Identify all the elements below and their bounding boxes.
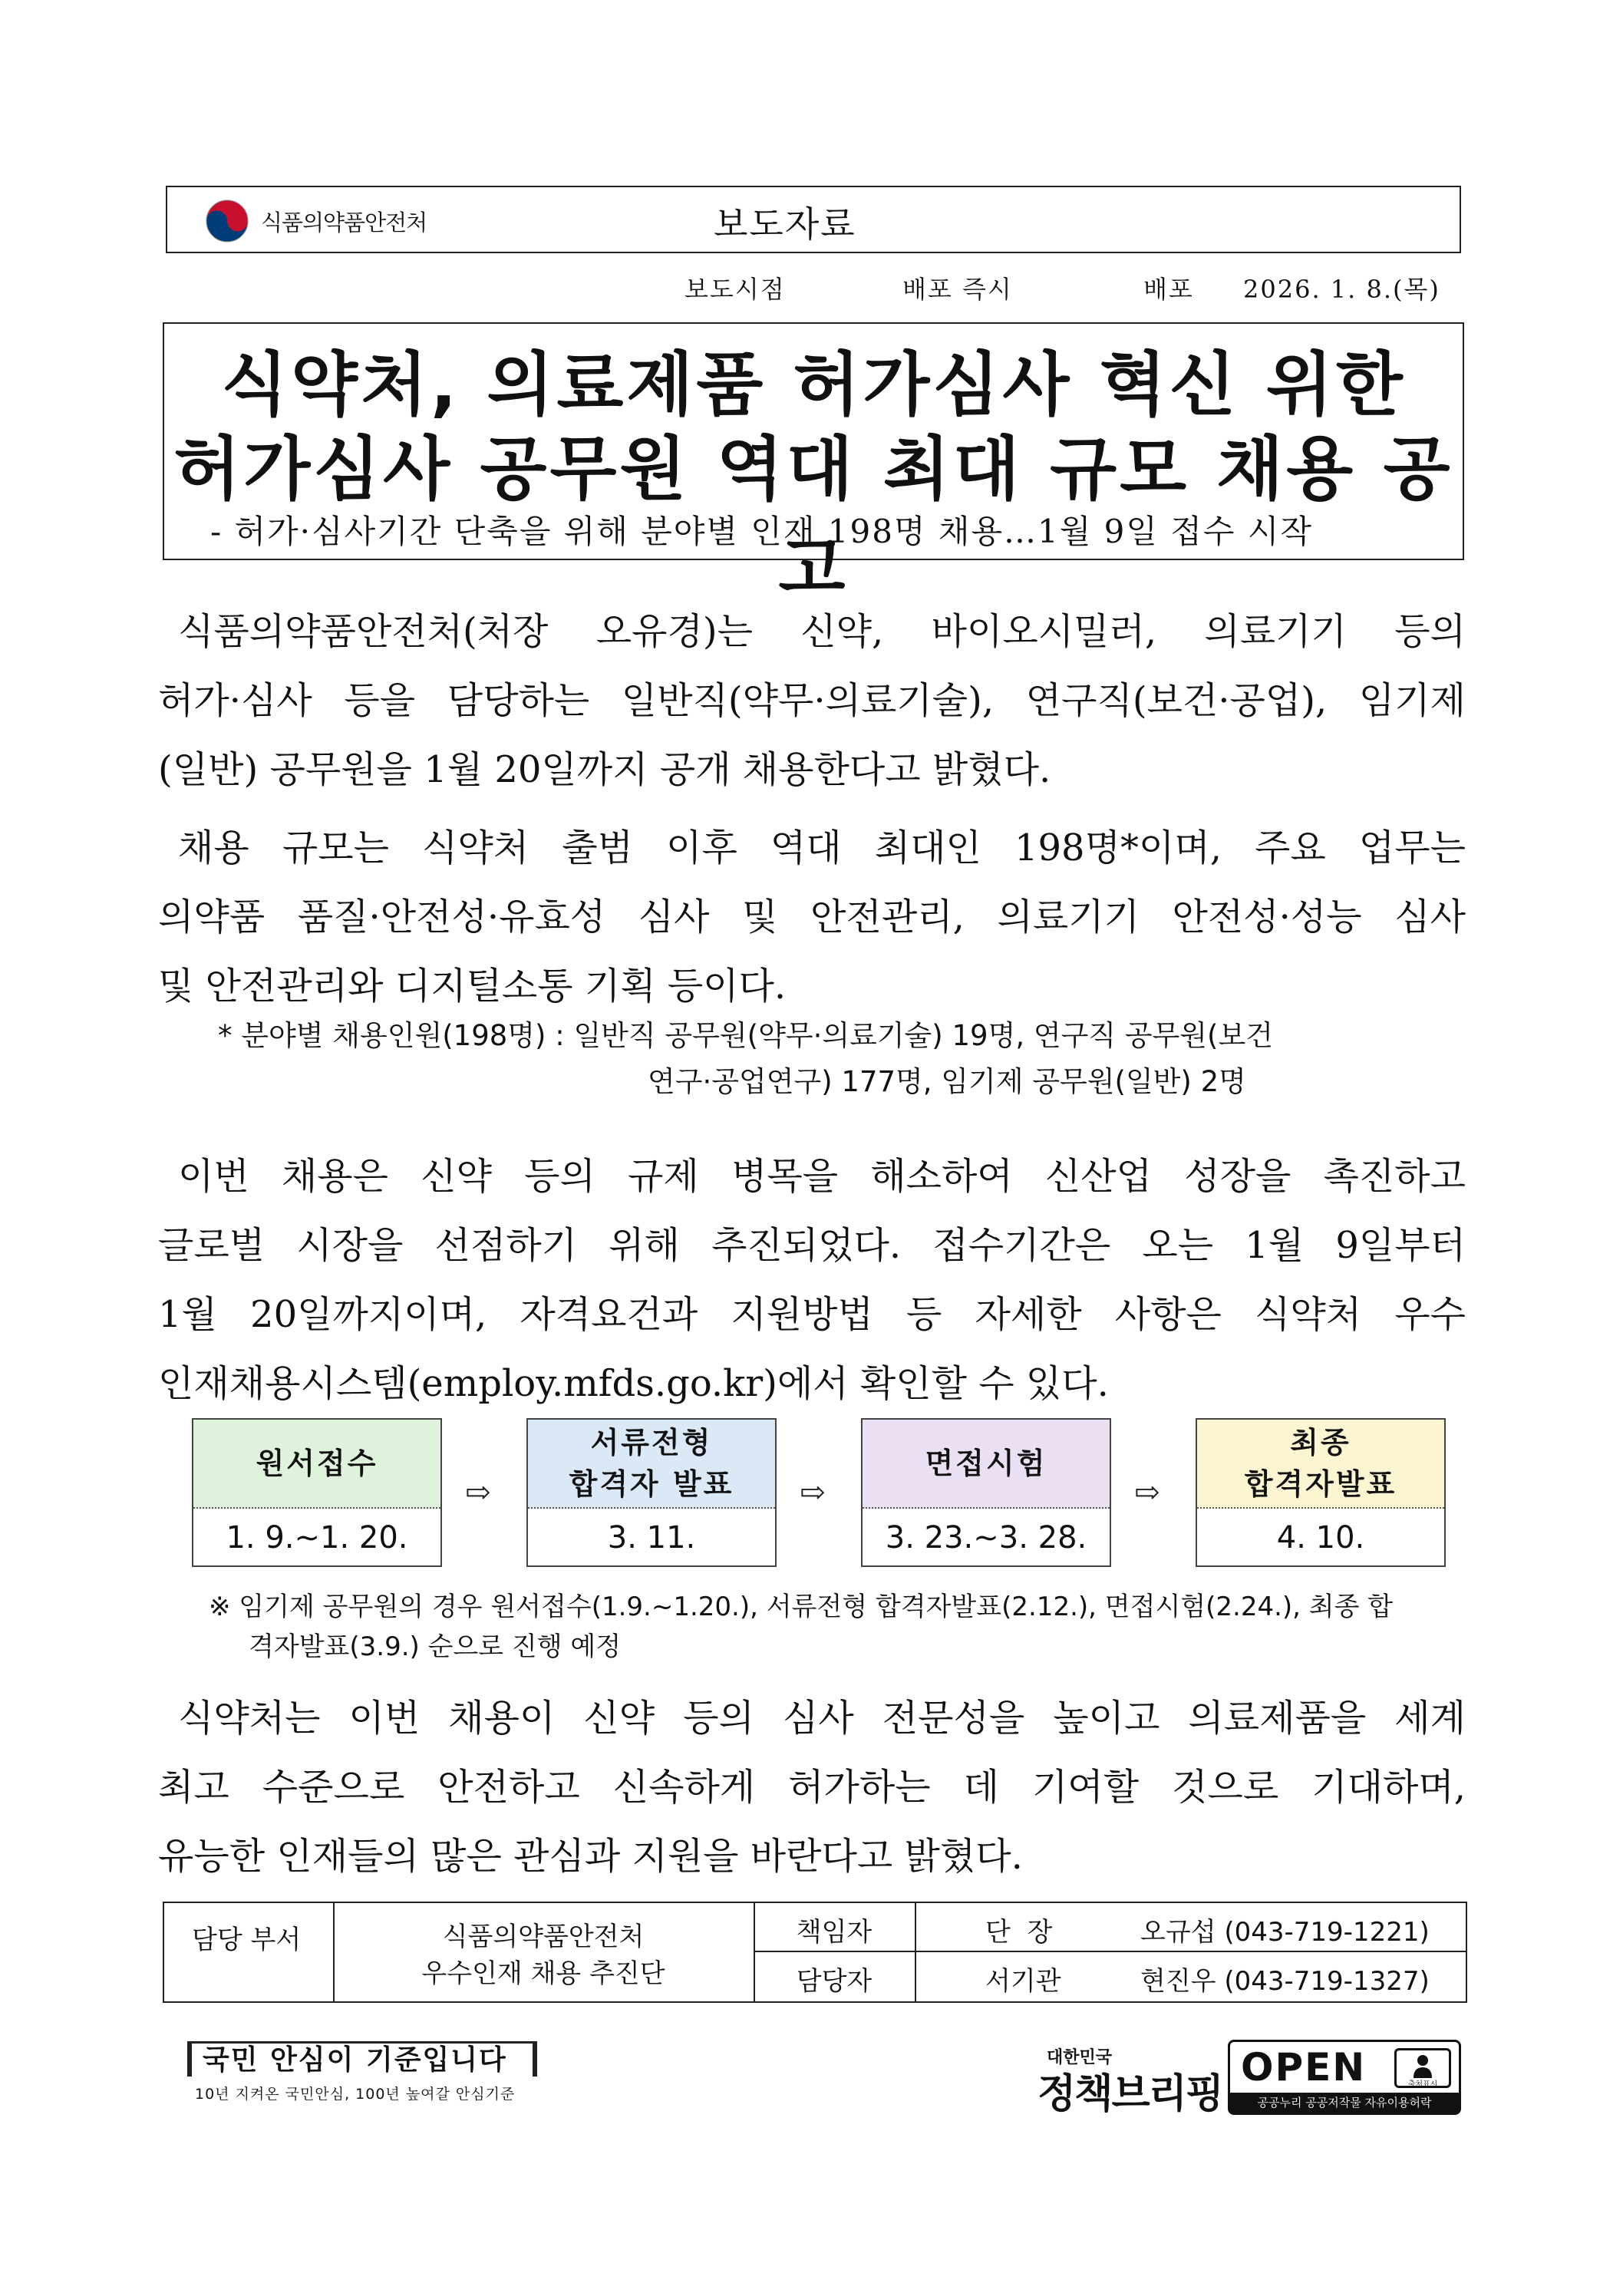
kogl-open-badge — [1228, 2040, 1461, 2115]
footnote-line-2: 연구·공업연구) 177명, 임기제 공무원(일반) 2명 — [648, 1065, 1246, 1098]
role-responsible: 책임자 — [796, 1917, 873, 1948]
footnote-line-1: * 분야별 채용인원(198명) : 일반직 공무원(약무·의료기술) 19명, 연구직 공무원(보건 — [218, 1019, 1273, 1052]
paragraph-line: 식품의약품안전처(처장 오유경)는 신약, 바이오시밀러, 의료기기 등의 — [178, 610, 1466, 653]
title-line-2: 허가심사 공무원 역대 최대 규모 채용 공고 — [173, 429, 1453, 609]
stage-title-text: 면접시험 — [925, 1447, 1047, 1480]
paragraph-line: 인재채용시스템(employ.mfds.go.kr)에서 확인할 수 있다. — [158, 1362, 1109, 1405]
paragraph-1 — [158, 597, 1466, 804]
paragraph-line: 최고 수준으로 안전하고 신속하게 허가하는 데 기여할 것으로 기대하며, — [158, 1766, 1466, 1809]
paragraph-line: 식약처는 이번 채용이 신약 등의 심사 전문성을 높이고 의료제품을 세계 — [178, 1697, 1466, 1740]
stage-title — [863, 1420, 1110, 1509]
open-sub: 공공누리 공공저작물 자유이용허락 — [1230, 2093, 1459, 2113]
release-date-label: 배포 — [1143, 275, 1194, 304]
role-contact: 담당자 — [796, 1966, 873, 1997]
title-contact: 서기관 — [985, 1966, 1061, 1997]
paragraph-line: 글로벌 시장을 선점하기 위해 추진되었다. 접수기간은 오는 1월 9일부터 — [158, 1224, 1466, 1267]
title-box — [163, 322, 1464, 609]
paragraph-2 — [158, 813, 1466, 1021]
paragraph-line: 유능한 인재들의 많은 관심과 지원을 바란다고 밝혔다. — [158, 1835, 1023, 1878]
stage-date: 1. 9.∼1. 20. — [226, 1520, 408, 1555]
contact-table — [163, 1902, 1467, 2003]
stage-date: 3. 23.∼3. 28. — [885, 1520, 1087, 1555]
taegeuk-logo-icon — [204, 198, 250, 244]
release-time-value: 배포 즉시 — [902, 275, 1013, 304]
dept-label: 담당 부서 — [192, 1925, 302, 1955]
stage-title-text: 최종 — [1290, 1426, 1351, 1460]
paragraph-line: 허가·심사 등을 담당하는 일반직(약무·의료기술), 연구직(보건·공업), 임기제 — [158, 679, 1466, 722]
stage-date: 4. 10. — [1276, 1520, 1365, 1555]
flow-stage-final-result — [1196, 1418, 1446, 1567]
policy-briefing-small: 대한민국 — [1047, 2048, 1113, 2067]
stage-title-text: 합격자 발표 — [569, 1467, 734, 1501]
ministry-name: 식품의약품안전처 — [261, 209, 427, 236]
policy-briefing-logo: 정책브리핑 — [1037, 2071, 1223, 2117]
stage-title — [1197, 1420, 1444, 1509]
paragraph-line: (일반) 공무원을 1월 20일까지 공개 채용한다고 밝혔다. — [158, 748, 1051, 791]
stage-title-text: 원서접수 — [256, 1447, 378, 1480]
paragraph-3 — [158, 1142, 1466, 1418]
release-time-label: 보도시점 — [684, 275, 786, 304]
person-contact: 현진우 (043-719-1327) — [1140, 1966, 1430, 1997]
subtitle: - 허가·심사기간 단축을 위해 분야별 인재 198명 채용…1월 9일 접수 시작 — [210, 513, 1313, 550]
stage-title — [528, 1420, 775, 1509]
paragraph-line: 의약품 품질·안전성·유효성 심사 및 안전관리, 의료기기 안전성·성능 심사 — [158, 896, 1466, 939]
dept-line-2: 우수인재 채용 추진단 — [421, 1958, 665, 1989]
title-responsible: 단 장 — [985, 1917, 1053, 1948]
paragraph-line: 및 안전관리와 디지털소통 기획 등이다. — [158, 965, 787, 1008]
paragraph-line: 채용 규모는 식약처 출범 이후 역대 최대인 198명*이며, 주요 업무는 — [178, 826, 1466, 869]
doc-type-label: 보도자료 — [714, 203, 856, 245]
flow-stage-document-result — [526, 1418, 777, 1567]
table-divider — [754, 1951, 1466, 1952]
open-word: OPEN — [1241, 2045, 1367, 2090]
stage-date: 3. 11. — [607, 1520, 696, 1555]
paragraph-4 — [158, 1684, 1466, 1891]
slogan-sub: 10년 지켜온 국민안심, 100년 높여갈 안심기준 — [195, 2086, 516, 2103]
stage-title-text: 합격자발표 — [1244, 1467, 1397, 1501]
paragraph-line: 이번 채용은 신약 등의 규제 병목을 해소하여 신산업 성장을 촉진하고 — [178, 1155, 1466, 1198]
dept-line-1: 식품의약품안전처 — [442, 1922, 645, 1952]
table-divider — [915, 1903, 916, 2001]
slogan-main: 국민 안심이 기준입니다 — [187, 2041, 537, 2077]
flow-arrow-icon: ⇨ — [800, 1475, 826, 1510]
release-date-value: 2026. 1. 8.(목) — [1243, 275, 1440, 304]
flow-arrow-icon: ⇨ — [1134, 1475, 1160, 1510]
flow-arrow-icon: ⇨ — [465, 1475, 491, 1510]
person-responsible: 오규섭 (043-719-1221) — [1140, 1917, 1430, 1948]
paragraph-line: 1월 20일까지이며, 자격요건과 지원방법 등 자세한 사항은 식약처 우수 — [158, 1293, 1466, 1336]
stage-title-text: 서류전형 — [590, 1426, 713, 1460]
flow-note-line-1: ※ 임기제 공무원의 경우 원서접수(1.9.~1.20.), 서류전형 합격자발표(2.12.), 면접시험(2.24.), 최종 합 — [209, 1592, 1394, 1622]
header-box — [166, 186, 1461, 253]
flow-stage-application — [192, 1418, 442, 1567]
stage-title — [193, 1420, 440, 1509]
title-line-1: 식약처, 의료제품 허가심사 혁신 위한 — [221, 345, 1406, 425]
open-badge-label: 출처표시 — [1407, 2080, 1438, 2089]
flow-stage-interview — [861, 1418, 1111, 1567]
flow-note-line-2: 격자발표(3.9.) 순으로 진행 예정 — [249, 1631, 622, 1662]
